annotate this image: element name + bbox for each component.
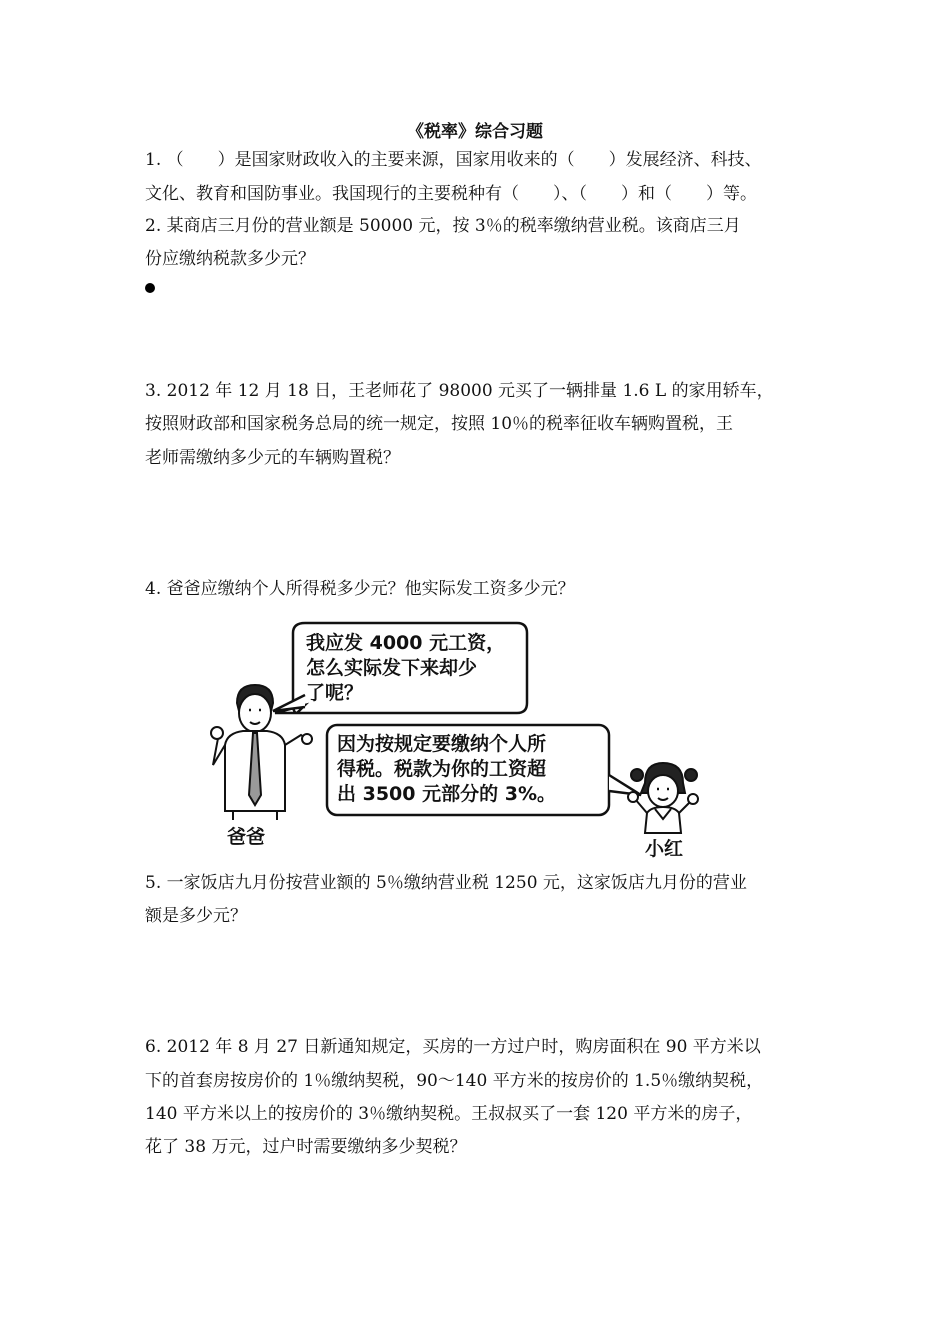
- q6-line-4: 花了 38 万元，过户时需要缴纳多少契税？: [145, 1137, 467, 1157]
- dad-speech-bubble: [273, 623, 527, 713]
- girl-speech-line-3: 出 3500 元部分的 3%。: [337, 783, 556, 805]
- q2-line-2: 份应缴纳税款多少元？: [145, 249, 315, 269]
- dad-speech-line-1: 我应发 4000 元工资，: [306, 632, 506, 654]
- dad-name-label: 爸爸: [227, 826, 266, 848]
- q6-line-2: 下的首套房按房价的 1％缴纳契税，90～140 平方米的按房价的 1.5％缴纳契税，: [145, 1071, 764, 1091]
- girl-speech-line-1: 因为按规定要缴纳个人所: [337, 733, 547, 755]
- page-title: 《税率》综合习题: [407, 122, 543, 142]
- q6-line-3: 140 平方米以上的按房价的 3％缴纳契税。王叔叔买了一套 120 平方米的房子，: [145, 1104, 753, 1124]
- q4-line-1: 4. 爸爸应缴纳个人所得税多少元？他实际发工资多少元？: [145, 579, 575, 599]
- q1-line-1: 1. （ ）是国家财政收入的主要来源，国家用收来的（ ）发展经济、科技、: [145, 150, 762, 170]
- q3-line-2: 按照财政部和国家税务总局的统一规定，按照 10％的税率征收车辆购置税，王: [145, 414, 734, 434]
- dad-speech-line-3: 了呢？: [306, 682, 364, 704]
- q1-line-2: 文化、教育和国防事业。我国现行的主要税种有（ ）、（ ）和（ ）等。: [145, 184, 757, 204]
- girl-speech-bubble: [327, 725, 641, 815]
- q3-line-3: 老师需缴纳多少元的车辆购置税？: [145, 448, 400, 468]
- girl-name-label: 小红: [645, 838, 684, 860]
- q3-line-1: 3. 2012 年 12 月 18 日，王老师花了 98000 元买了一辆排量 1.6 L 的家用轿车，: [145, 381, 774, 401]
- dad-speech-line-2: 怎么实际发下来却少: [306, 657, 478, 679]
- girl-speech-line-2: 得税。税款为你的工资超: [337, 758, 547, 780]
- q2-line-1: 2. 某商店三月份的营业额是 50000 元，按 3％的税率缴纳营业税。该商店三月: [145, 216, 741, 236]
- girl-figure: [628, 763, 698, 833]
- q6-line-1: 6. 2012 年 8 月 27 日新通知规定，买房的一方过户时，购房面积在 90 平方米以: [145, 1037, 761, 1057]
- q5-line-2: 额是多少元？: [145, 906, 247, 926]
- tax-dialogue-illustration: [205, 615, 684, 865]
- q5-line-1: 5. 一家饭店九月份按营业额的 5％缴纳营业税 1250 元，这家饭店九月份的营业: [145, 873, 747, 893]
- bullet-marker: [145, 283, 155, 293]
